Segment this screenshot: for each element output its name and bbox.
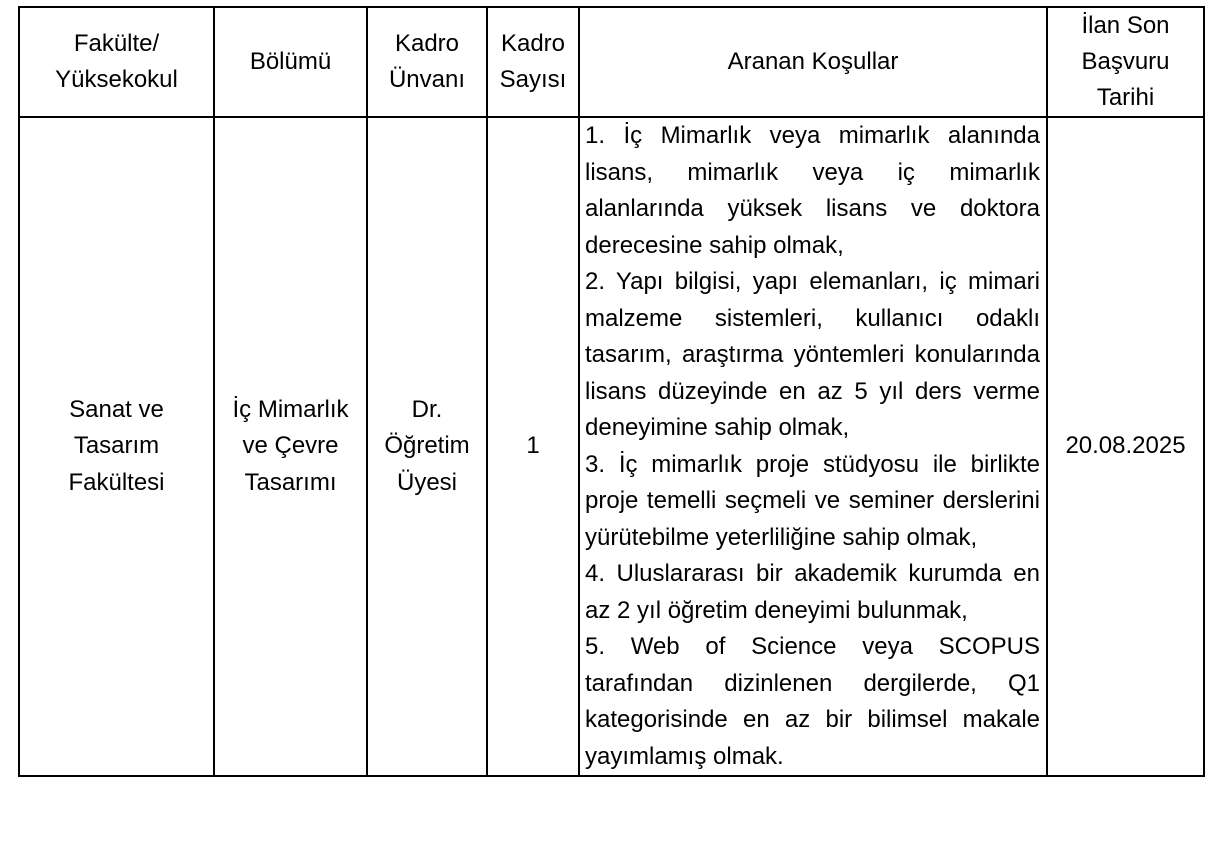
header-count bbox=[487, 7, 579, 117]
condition-item: 2. Yapı bilgisi, yapı elemanları, iç mimari malzeme sistemleri, kullanıcı odaklı tasarım, araştırma yöntemleri konularında lisans düzeyinde en az 5 yıl ders verme deneyimine sahip olmak, bbox=[585, 268, 1040, 441]
cell-deadline: 20.08.2025 bbox=[1047, 117, 1204, 776]
faculty-line: Fakültesi bbox=[68, 468, 165, 496]
header-faculty-line: Yüksekokul bbox=[55, 66, 178, 93]
cell-title bbox=[367, 117, 487, 776]
header-deadline-line: İlan Son bbox=[1081, 12, 1170, 39]
cell-department bbox=[214, 117, 367, 776]
condition-item: 3. İç mimarlık proje stüdyosu ile birlikte proje temelli seçmeli ve seminer derslerini yürütebilme yeterliliğine sahip olmak, bbox=[585, 450, 1040, 551]
header-title-line: Ünvanı bbox=[388, 66, 466, 93]
faculty-line: Tasarım bbox=[73, 432, 160, 460]
title-line: Öğretim bbox=[384, 432, 470, 460]
header-title-line: Kadro bbox=[394, 30, 460, 57]
header-department-line: Bölümü bbox=[249, 48, 332, 75]
cell-count: 1 bbox=[487, 117, 579, 776]
header-conditions bbox=[579, 7, 1047, 117]
condition-item: 4. Uluslararası bir akademik kurumda en az 2 yıl öğretim deneyimi bulunmak, bbox=[585, 560, 1040, 624]
table-row bbox=[19, 117, 1204, 776]
header-title bbox=[367, 7, 487, 117]
header-faculty-line: Fakülte/ bbox=[73, 30, 160, 57]
department-line: Tasarımı bbox=[244, 468, 337, 496]
header-count-line: Kadro bbox=[500, 30, 566, 57]
header-department bbox=[214, 7, 367, 117]
header-row bbox=[19, 7, 1204, 117]
header-deadline-line: Başvuru Tarihi bbox=[1081, 48, 1170, 111]
header-faculty bbox=[19, 7, 214, 117]
cell-faculty bbox=[19, 117, 214, 776]
department-line: İç Mimarlık bbox=[232, 395, 349, 423]
header-deadline bbox=[1047, 7, 1204, 117]
job-listing-table bbox=[18, 6, 1205, 777]
header-conditions-line: Aranan Koşullar bbox=[727, 48, 899, 75]
title-line: Dr. bbox=[411, 395, 443, 423]
department-line: ve Çevre bbox=[242, 432, 339, 460]
condition-item: 1. İç Mimarlık veya mimarlık alanında lisans, mimarlık veya iç mimarlık alanlarında yüksek lisans ve doktora derecesine sahip olmak, bbox=[585, 122, 1040, 259]
cell-conditions bbox=[579, 117, 1047, 776]
condition-item: 5. Web of Science veya SCOPUS tarafından dizinlenen dergilerde, Q1 kategorisinde en az bir bilimsel makale yayımlamış olmak. bbox=[585, 633, 1040, 770]
title-line: Üyesi bbox=[396, 468, 457, 496]
header-count-line: Sayısı bbox=[499, 66, 567, 93]
faculty-line: Sanat ve bbox=[69, 395, 164, 423]
